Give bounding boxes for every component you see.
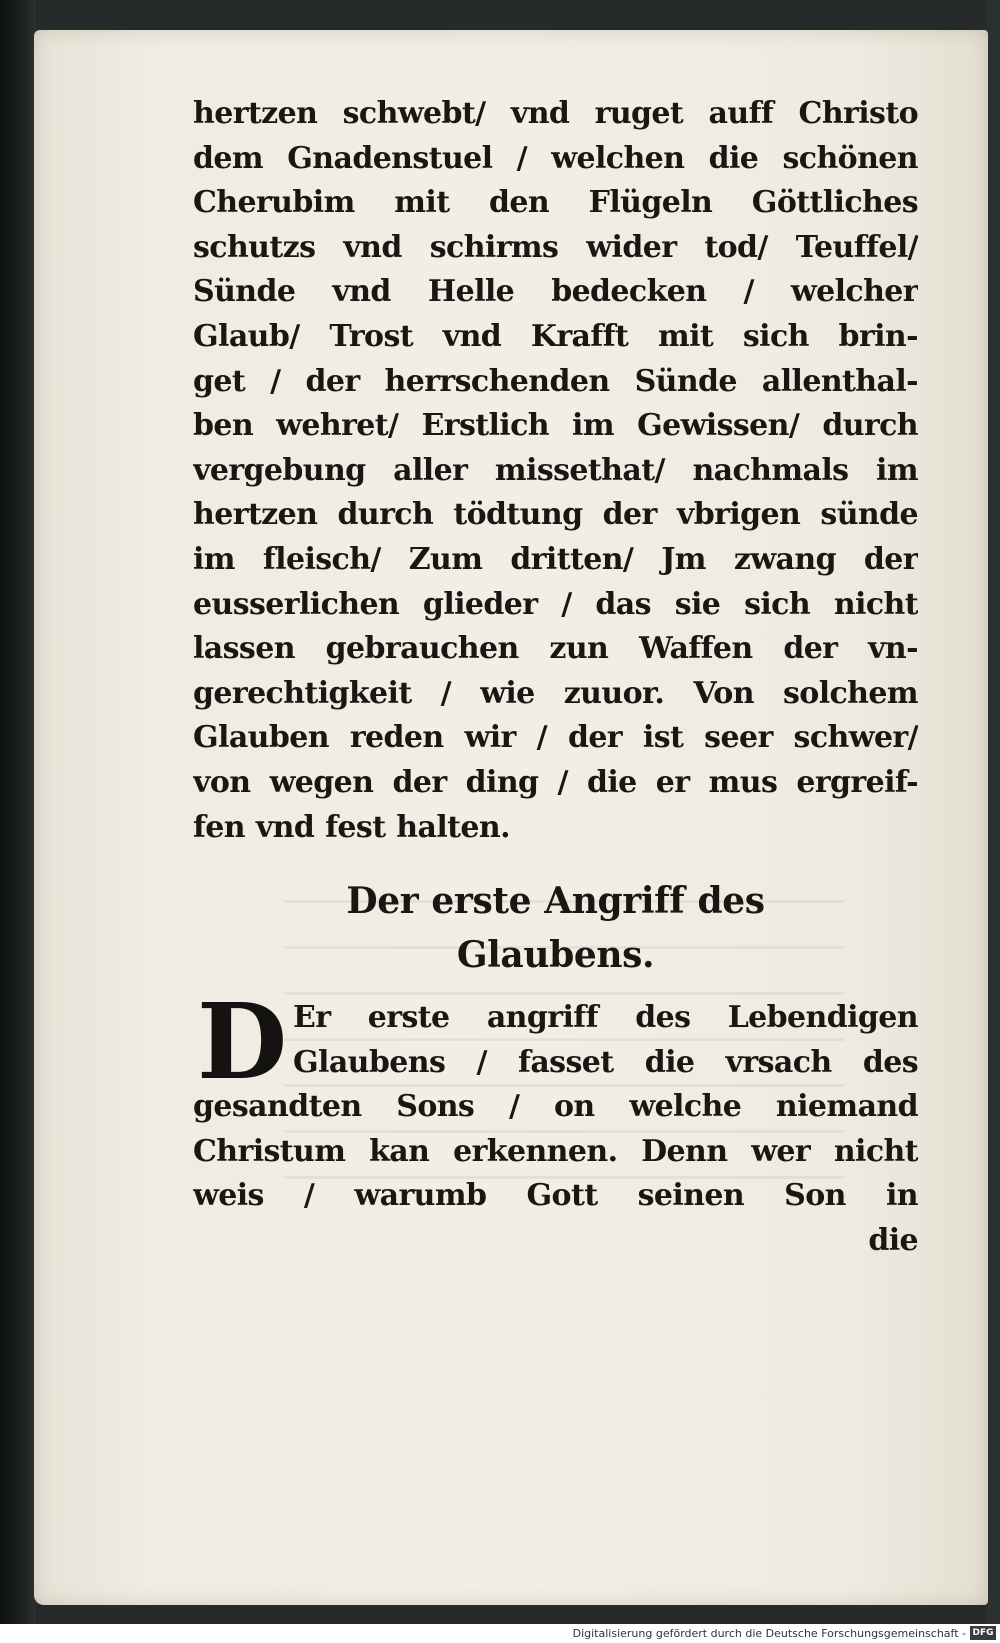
text-line: Christum kan erkennen. Denn wer nicht [193, 1133, 918, 1169]
digitization-footer [0, 1624, 1000, 1643]
paragraph-1 [193, 92, 918, 850]
text-line: schutzs vnd schirms wider tod/ Teuffel/ [193, 229, 918, 265]
text-line: Er erste angriff des Lebendigen [293, 1000, 918, 1036]
page-text [193, 92, 918, 1264]
heading-line: Der erste Angriff des [346, 880, 765, 923]
drop-cap: D [197, 980, 287, 1104]
paragraph-2 [193, 980, 918, 1264]
text-line: gesandten Sons / on welche niemand [193, 1089, 918, 1125]
footer-credit: Digitalisierung gefördert durch die Deutsche Forschungsgemeinschaft - [572, 1627, 966, 1640]
text-line: ben wehret/ Erstlich im Gewissen/ durch [193, 408, 918, 444]
text-line: im fleisch/ Zum dritten/ Jm zwang der [193, 541, 918, 577]
text-line: eusserlichen glieder / das sie sich nicht [193, 586, 918, 622]
text-line: vergebung aller missethat/ nachmals im [193, 452, 918, 488]
text-line: Glauben reden wir / der ist seer schwer/ [193, 720, 918, 756]
text-line: Glaubens / fasset die vrsach des [293, 1044, 918, 1080]
text-line: weis / warumb Gott seinen Son in [193, 1178, 918, 1214]
text-line: get / der herrschenden Sünde allenthal- [193, 363, 918, 399]
scan-background-right [986, 0, 1000, 1643]
scan-background-left [0, 0, 36, 1643]
dfg-logo: DFG [970, 1626, 996, 1640]
section-heading [193, 874, 918, 982]
text-line: von wegen der ding / die er mus ergreif- [193, 764, 918, 800]
text-line: hertzen schwebt/ vnd ruget auff Christo [193, 96, 918, 131]
text-line: Cherubim mit den Flügeln Göttliches [193, 185, 918, 221]
heading-line: Glaubens. [456, 934, 655, 977]
text-line: fen vnd fest halten. [193, 809, 510, 845]
text-line: Glaub/ Trost vnd Krafft mit sich brin- [193, 318, 918, 354]
catchword: die [868, 1223, 918, 1259]
text-line: gerechtigkeit / wie zuuor. Von solchem [193, 675, 918, 711]
text-line: dem Gnadenstuel / welchen die schönen [193, 140, 918, 176]
text-line: Sünde vnd Helle bedecken / welcher [193, 274, 918, 310]
text-line: hertzen durch tödtung der vbrigen sünde [193, 497, 918, 533]
text-line: lassen gebrauchen zun Waffen der vn- [193, 631, 918, 667]
